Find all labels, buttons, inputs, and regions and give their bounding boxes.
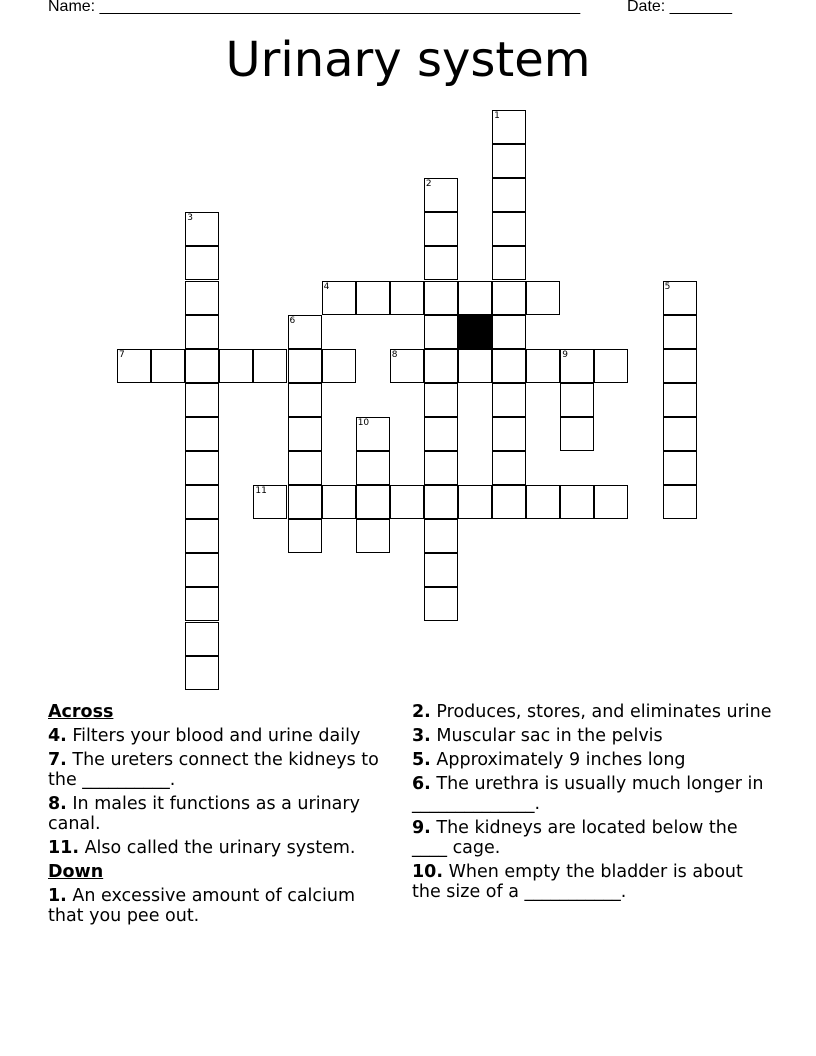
- clue-number: 3.: [412, 726, 431, 746]
- crossword-cell[interactable]: [424, 383, 458, 417]
- crossword-cell[interactable]: [492, 451, 526, 485]
- crossword-cell[interactable]: [185, 587, 219, 621]
- crossword-cell[interactable]: [288, 519, 322, 553]
- crossword-cell[interactable]: [492, 349, 526, 383]
- crossword-cell[interactable]: [663, 417, 697, 451]
- crossword-cell[interactable]: [390, 485, 424, 519]
- crossword-cell[interactable]: [322, 485, 356, 519]
- crossword-cell[interactable]: [356, 417, 390, 451]
- crossword-cell[interactable]: [458, 281, 492, 315]
- clue-text: Approximately 9 inches long: [430, 750, 686, 770]
- clue-number-label: 5: [664, 281, 671, 292]
- crossword-cell[interactable]: [560, 417, 594, 451]
- down-clue-2: [412, 702, 772, 722]
- crossword-cell[interactable]: [424, 349, 458, 383]
- across-heading: Across: [48, 702, 114, 722]
- clue-text: The urethra is usually much longer in ______________.: [412, 774, 764, 814]
- down-clue-5: [412, 750, 772, 770]
- clue-text: When empty the bladder is about the size of a ___________.: [412, 862, 743, 902]
- crossword-cell[interactable]: [424, 178, 458, 212]
- across-clue-11: [48, 838, 393, 858]
- crossword-cell[interactable]: [492, 178, 526, 212]
- crossword-cell[interactable]: [526, 349, 560, 383]
- clue-text: The kidneys are located below the ____ cage.: [412, 818, 738, 858]
- crossword-cell[interactable]: [594, 485, 628, 519]
- crossword-cell[interactable]: [424, 553, 458, 587]
- across-clue-7: [48, 750, 393, 790]
- clue-number-label: 6: [289, 315, 296, 326]
- crossword-cell[interactable]: [663, 383, 697, 417]
- crossword-cell[interactable]: [424, 315, 458, 349]
- clue-number: 2.: [412, 702, 431, 722]
- crossword-cell[interactable]: [560, 349, 594, 383]
- crossword-cell[interactable]: [322, 281, 356, 315]
- across-clue-list: [48, 726, 393, 858]
- crossword-cell[interactable]: [663, 451, 697, 485]
- crossword-cell[interactable]: [356, 281, 390, 315]
- clues-left-column: [48, 702, 393, 930]
- clue-number: 11.: [48, 838, 80, 858]
- clue-number-label: 2: [425, 179, 432, 190]
- crossword-cell[interactable]: [492, 485, 526, 519]
- crossword-cell[interactable]: [424, 485, 458, 519]
- crossword-cell[interactable]: [185, 451, 219, 485]
- crossword-cell[interactable]: [424, 417, 458, 451]
- crossword-cell[interactable]: [185, 315, 219, 349]
- clue-number: 6.: [412, 774, 431, 794]
- crossword-cell[interactable]: [526, 281, 560, 315]
- crossword-cell[interactable]: [492, 144, 526, 178]
- crossword-cell[interactable]: [526, 485, 560, 519]
- crossword-cell[interactable]: [492, 212, 526, 246]
- crossword-cell[interactable]: [288, 349, 322, 383]
- clue-text: Muscular sac in the pelvis: [430, 726, 663, 746]
- crossword-cell[interactable]: [185, 417, 219, 451]
- crossword-cell[interactable]: [185, 485, 219, 519]
- clue-text: Also called the urinary system.: [79, 838, 356, 858]
- crossword-cell[interactable]: [424, 519, 458, 553]
- clue-number-label: 10: [357, 417, 370, 428]
- clue-number-label: 9: [562, 349, 569, 360]
- clue-number: 8.: [48, 794, 67, 814]
- down-clue-9: [412, 818, 772, 858]
- crossword-cell[interactable]: [492, 110, 526, 144]
- crossword-cell[interactable]: [663, 281, 697, 315]
- clue-text: Produces, stores, and eliminates urine: [430, 702, 772, 722]
- clue-number: 4.: [48, 726, 67, 746]
- crossword-cell[interactable]: [253, 485, 287, 519]
- clue-number: 1.: [48, 886, 67, 906]
- crossword-cell[interactable]: [288, 315, 322, 349]
- crossword-cell[interactable]: [663, 315, 697, 349]
- crossword-cell[interactable]: [390, 349, 424, 383]
- crossword-cell[interactable]: [185, 622, 219, 656]
- clue-number: 7.: [48, 750, 67, 770]
- crossword-cell[interactable]: [492, 281, 526, 315]
- clue-number: 10.: [412, 862, 444, 882]
- crossword-cell[interactable]: [424, 246, 458, 280]
- clue-number: 9.: [412, 818, 431, 838]
- clue-number-label: 11: [255, 486, 267, 497]
- down-clue-10: [412, 862, 772, 902]
- crossword-cell[interactable]: [492, 383, 526, 417]
- clue-number-label: 4: [323, 281, 330, 292]
- crossword-cell[interactable]: [458, 349, 492, 383]
- crossword-cell[interactable]: [288, 451, 322, 485]
- date-field: Date: _______: [627, 0, 732, 15]
- crossword-cell[interactable]: [185, 212, 219, 246]
- crossword-cell[interactable]: [185, 383, 219, 417]
- crossword-block: [458, 315, 492, 349]
- clue-number: 5.: [412, 750, 431, 770]
- crossword-cell[interactable]: [288, 383, 322, 417]
- across-clue-8: [48, 794, 393, 834]
- crossword-cell[interactable]: [185, 519, 219, 553]
- crossword-cell[interactable]: [288, 485, 322, 519]
- clue-text: In males it functions as a urinary canal.: [48, 794, 360, 834]
- crossword-cell[interactable]: [185, 553, 219, 587]
- page-title: Urinary system: [225, 32, 591, 88]
- clue-number-label: 1: [494, 111, 500, 121]
- clue-text: An excessive amount of calcium that you pee out.: [48, 886, 356, 926]
- crossword-cell[interactable]: [390, 281, 424, 315]
- crossword-cell[interactable]: [356, 451, 390, 485]
- down-clue-3: [412, 726, 772, 746]
- crossword-cell[interactable]: [185, 246, 219, 280]
- down-heading: Down: [48, 862, 104, 882]
- clue-number-label: 8: [391, 349, 398, 360]
- down-clue-6: [412, 774, 772, 814]
- crossword-cell[interactable]: [356, 485, 390, 519]
- crossword-cell[interactable]: [492, 246, 526, 280]
- across-clue-4: [48, 726, 393, 746]
- crossword-cell[interactable]: [424, 212, 458, 246]
- crossword-cell[interactable]: [253, 349, 287, 383]
- crossword-cell[interactable]: [560, 383, 594, 417]
- name-field: Name: ______________________________________________________: [48, 0, 581, 15]
- clue-number-label: 7: [119, 349, 125, 360]
- crossword-cell[interactable]: [151, 349, 185, 383]
- crossword-cell[interactable]: [458, 485, 492, 519]
- crossword-cell[interactable]: [322, 349, 356, 383]
- crossword-cell[interactable]: [424, 281, 458, 315]
- crossword-cell[interactable]: [185, 349, 219, 383]
- crossword-cell[interactable]: [288, 417, 322, 451]
- crossword-cell[interactable]: [560, 485, 594, 519]
- crossword-cell[interactable]: [424, 587, 458, 621]
- crossword-cell[interactable]: [219, 349, 253, 383]
- clue-number-label: 3: [187, 213, 193, 224]
- clue-text: The ureters connect the kidneys to the __________.: [48, 750, 379, 790]
- crossword-cell[interactable]: [424, 451, 458, 485]
- crossword-cell[interactable]: [663, 485, 697, 519]
- crossword-cell[interactable]: [185, 281, 219, 315]
- clue-text: Filters your blood and urine daily: [66, 726, 361, 746]
- crossword-cell[interactable]: [117, 349, 151, 383]
- crossword-cell[interactable]: [185, 656, 219, 690]
- down-clue-1: [48, 886, 393, 926]
- clues-right-column: [412, 702, 772, 906]
- crossword-cell[interactable]: [492, 417, 526, 451]
- crossword-cell[interactable]: [663, 349, 697, 383]
- crossword-cell[interactable]: [492, 315, 526, 349]
- crossword-cell[interactable]: [356, 519, 390, 553]
- crossword-cell[interactable]: [594, 349, 628, 383]
